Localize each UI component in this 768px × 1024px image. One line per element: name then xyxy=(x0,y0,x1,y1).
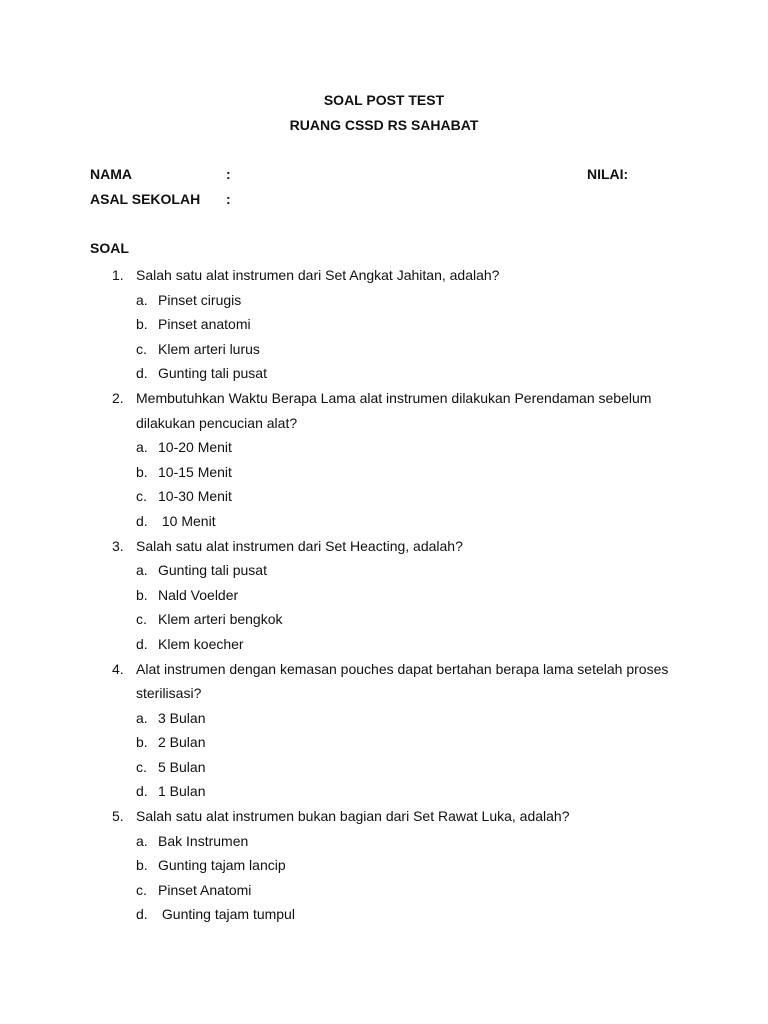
option-text: Pinset Anatomi xyxy=(158,881,252,898)
question-text: Salah satu alat instrumen dari Set Heacting, adalah? xyxy=(136,537,463,554)
option-list xyxy=(90,435,690,533)
option-letter: b. xyxy=(136,857,148,874)
option-text: Gunting tajam lancip xyxy=(158,857,286,874)
option-letter: a. xyxy=(136,709,148,726)
option-letter: b. xyxy=(136,316,148,333)
question-text: Membutuhkan Waktu Berapa Lama alat instrumen dilakukan Perendaman sebelum dilakukan pencucian alat? xyxy=(136,389,652,431)
option-letter: d. xyxy=(136,783,148,800)
school-colon: : xyxy=(226,191,231,207)
option-item xyxy=(90,509,690,534)
option-item xyxy=(90,288,690,313)
option-list xyxy=(90,288,690,386)
option-letter: a. xyxy=(136,832,148,849)
option-item xyxy=(90,337,690,362)
document-title: SOAL POST TEST xyxy=(323,92,445,108)
option-text: Gunting tali pusat xyxy=(158,562,267,579)
option-letter: d. xyxy=(136,635,148,652)
option-item xyxy=(90,460,690,485)
option-letter: b. xyxy=(136,463,148,480)
option-letter: d. xyxy=(136,512,148,529)
option-letter: c. xyxy=(136,758,147,775)
option-text: Klem arteri bengkok xyxy=(158,611,283,628)
option-item xyxy=(90,484,690,509)
option-item xyxy=(90,730,690,755)
name-label: NAMA xyxy=(90,166,132,182)
section-title: SOAL xyxy=(90,240,129,256)
question-item xyxy=(90,657,690,805)
option-item xyxy=(90,607,690,632)
option-text: 2 Bulan xyxy=(158,734,206,751)
option-text: 10-30 Menit xyxy=(158,488,232,505)
option-letter: c. xyxy=(136,340,147,357)
question-text: Alat instrumen dengan kemasan pouches dapat bertahan berapa lama setelah proses sterilisasi? xyxy=(136,660,669,702)
option-item xyxy=(90,632,690,657)
option-text: 10 Menit xyxy=(158,512,216,529)
question-number: 2. xyxy=(112,389,124,406)
question-item xyxy=(90,263,690,386)
name-colon: : xyxy=(226,166,231,182)
option-item xyxy=(90,558,690,583)
option-text: 10-20 Menit xyxy=(158,439,232,456)
question-item xyxy=(90,534,690,657)
score-label: NILAI: xyxy=(587,166,629,182)
option-item xyxy=(90,706,690,731)
option-letter: d. xyxy=(136,906,148,923)
question-text: Salah satu alat instrumen bukan bagian dari Set Rawat Luka, adalah? xyxy=(136,808,570,825)
option-letter: c. xyxy=(136,611,147,628)
question-number: 3. xyxy=(112,537,124,554)
option-list xyxy=(90,558,690,656)
option-text: Klem arteri lurus xyxy=(158,340,260,357)
question-list xyxy=(90,263,690,927)
question-number: 1. xyxy=(112,267,124,283)
document-subtitle: RUANG CSSD RS SAHABAT xyxy=(289,117,479,133)
option-text: Bak Instrumen xyxy=(158,832,249,849)
option-item xyxy=(90,583,690,608)
school-label: ASAL SEKOLAH xyxy=(90,191,201,207)
option-item xyxy=(90,755,690,780)
option-item xyxy=(90,853,690,878)
option-text: 3 Bulan xyxy=(158,709,206,726)
option-item xyxy=(90,779,690,804)
option-text: Nald Voelder xyxy=(158,586,239,603)
option-text: Pinset cirugis xyxy=(158,291,242,308)
question-number: 4. xyxy=(112,660,124,677)
option-item xyxy=(90,312,690,337)
option-letter: a. xyxy=(136,291,148,308)
option-text: 10-15 Menit xyxy=(158,463,232,480)
option-item xyxy=(90,878,690,903)
option-letter: a. xyxy=(136,439,148,456)
option-letter: c. xyxy=(136,881,147,898)
option-item xyxy=(90,435,690,460)
option-text: 5 Bulan xyxy=(158,758,206,775)
option-letter: b. xyxy=(136,734,148,751)
option-item xyxy=(90,902,690,927)
question-item xyxy=(90,386,690,534)
option-letter: a. xyxy=(136,562,148,579)
option-list xyxy=(90,829,690,927)
option-text: Gunting tali pusat xyxy=(158,365,267,382)
option-item xyxy=(90,829,690,854)
option-letter: c. xyxy=(136,488,147,505)
option-list xyxy=(90,706,690,804)
question-item xyxy=(90,804,690,927)
option-text: 1 Bulan xyxy=(158,783,206,800)
option-text: Pinset anatomi xyxy=(158,316,251,333)
option-letter: b. xyxy=(136,586,148,603)
question-number: 5. xyxy=(112,808,124,825)
question-text: Salah satu alat instrumen dari Set Angkat Jahitan, adalah? xyxy=(136,267,500,283)
option-text: Gunting tajam tumpul xyxy=(158,906,295,923)
option-text: Klem koecher xyxy=(158,635,244,652)
option-letter: d. xyxy=(136,365,148,382)
option-item xyxy=(90,361,690,386)
